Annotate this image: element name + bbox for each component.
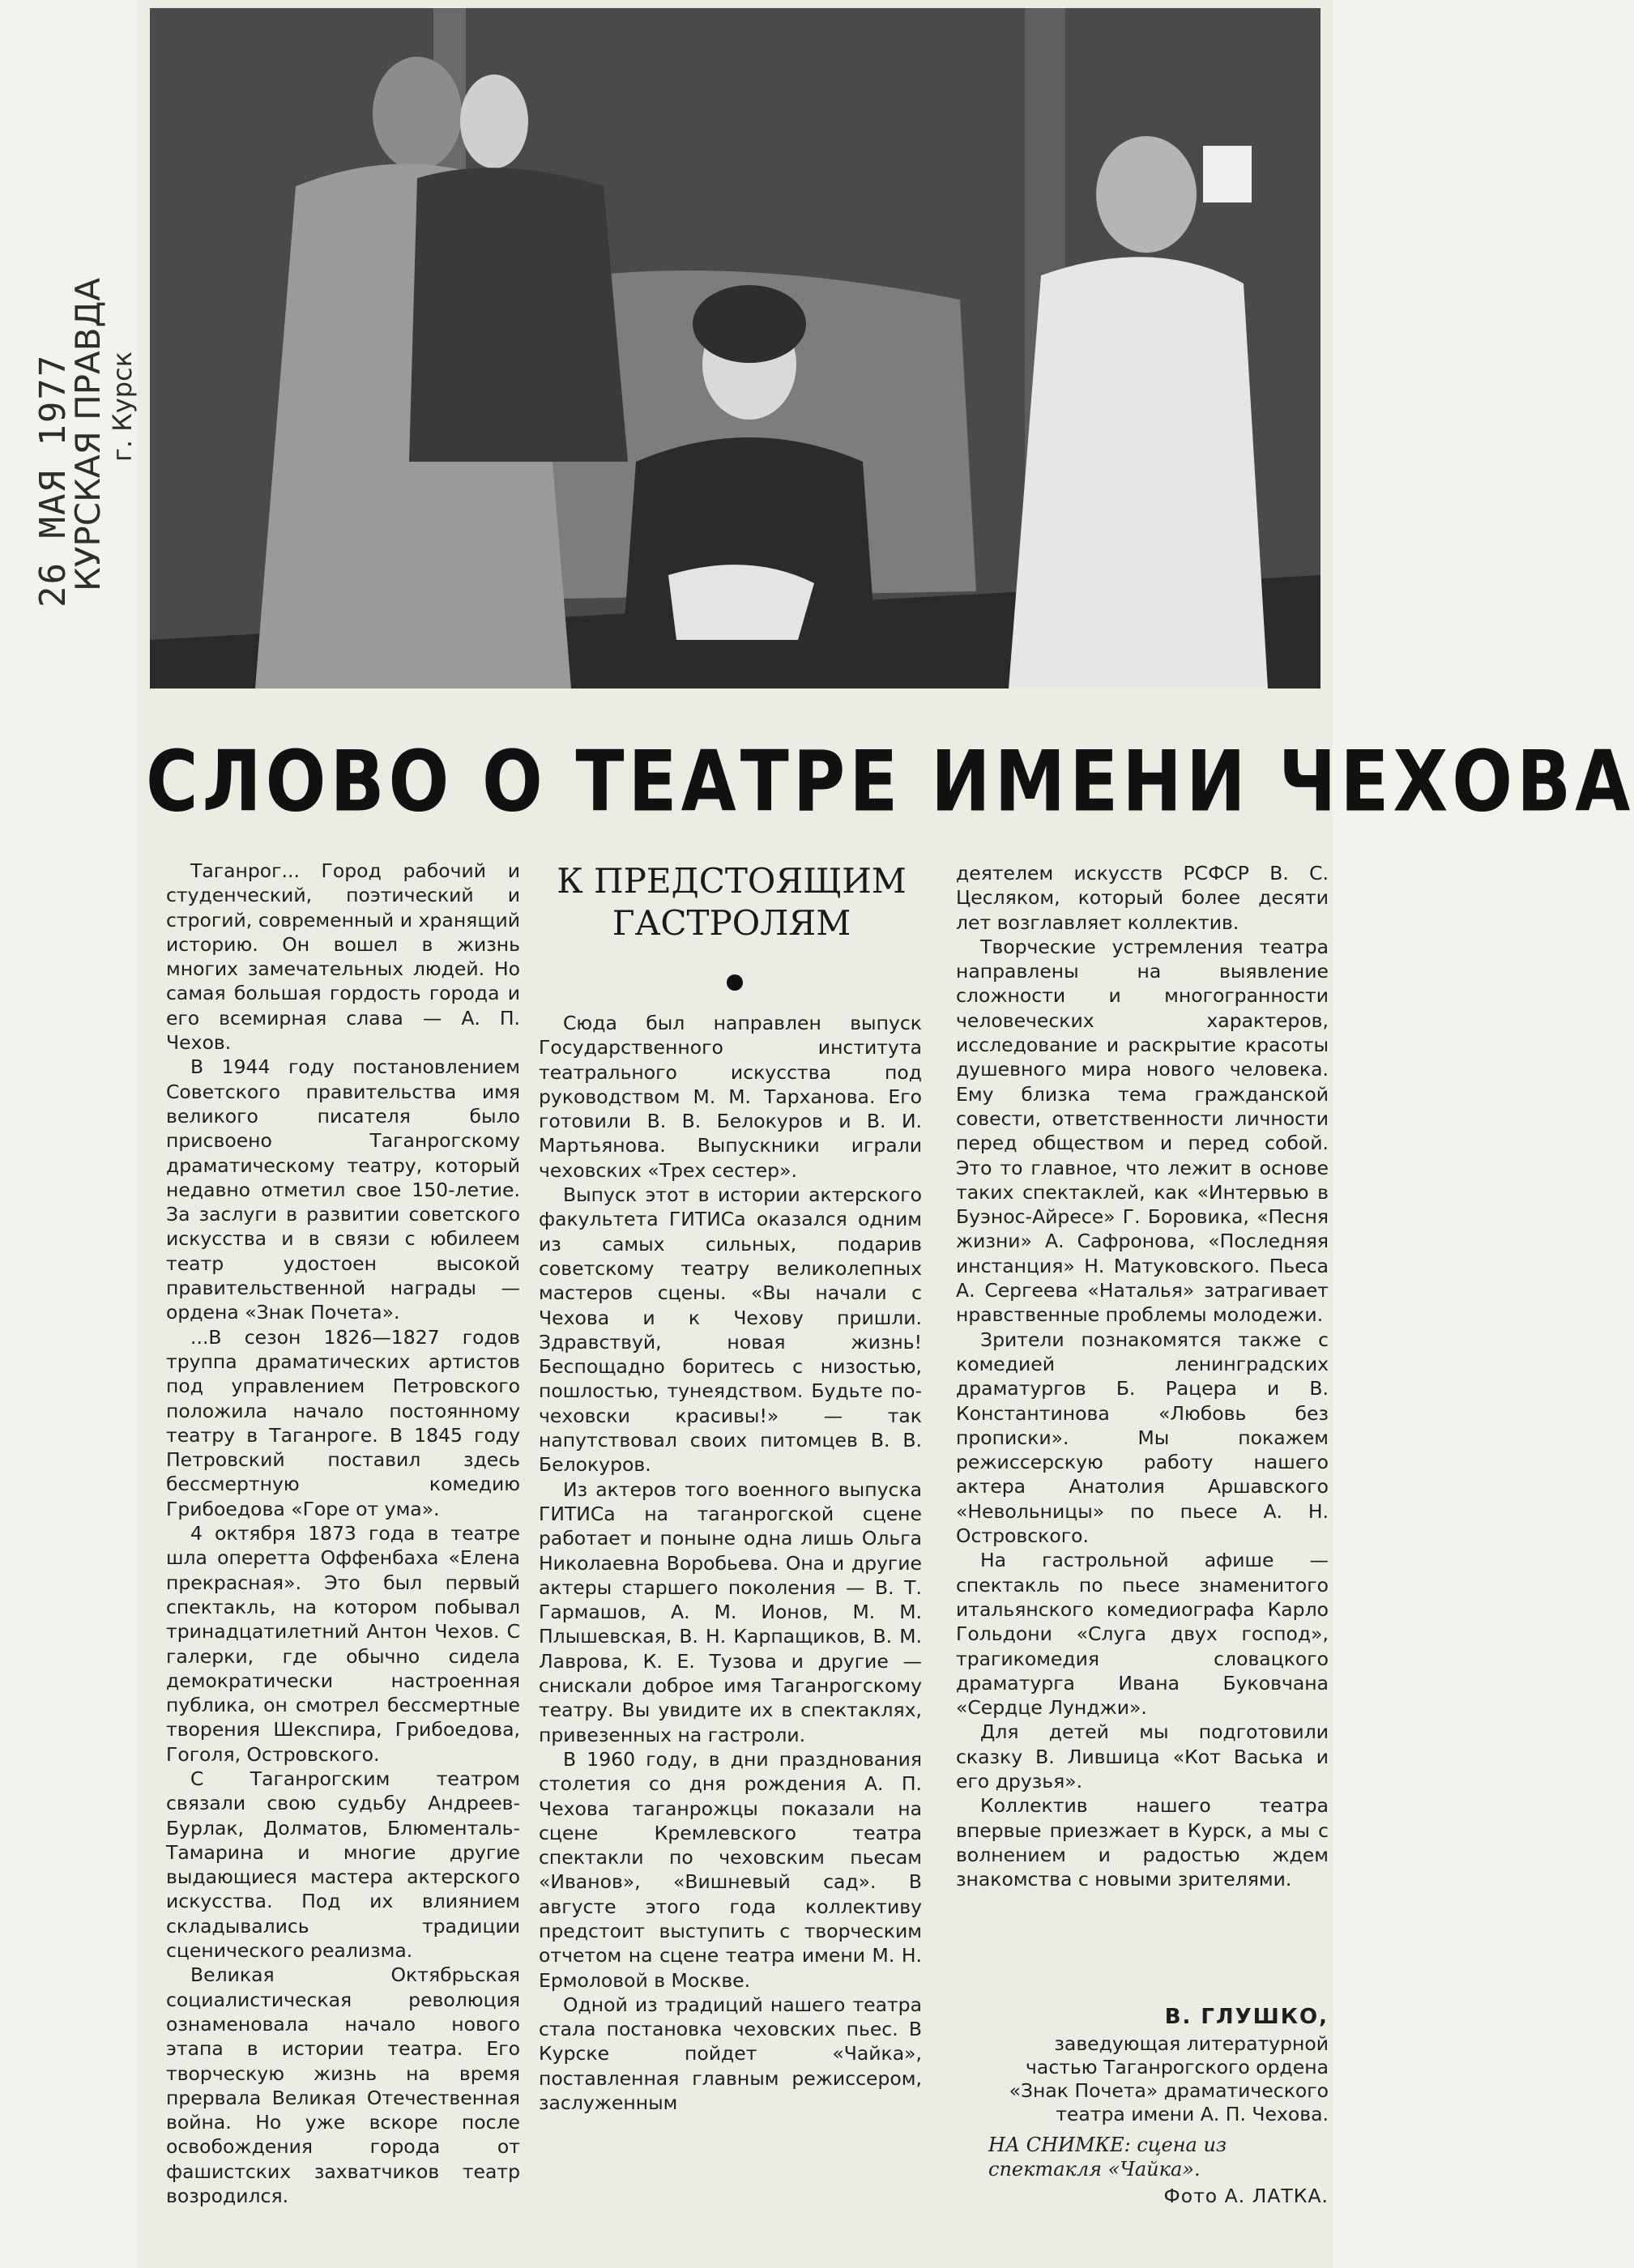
paragraph: Из актеров того военного выпуска ГИТИСа на таганрогской сцене работает и поныне одна лишь Ольга Николаевна Воробьева. Она и другие актеры старшего поколения — В. Т. Гармашов, А. М. Ионов, М. М. Плышевская, В. Н. Карпащиков, В. М. Лаврова, К. Е. Тузова и другие — снискали доброе имя Таганрогскому театру. Вы увидите их в спектаклях, привезенных на гастроли.	[539, 1477, 922, 1746]
article-column-1	[166, 859, 520, 2208]
article-column-2	[539, 1011, 922, 2115]
paragraph: Коллектив нашего театра впервые приезжает в Курск, а мы с волнением и радостью ждем знакомства с новыми зрителями.	[956, 1794, 1329, 1891]
photo-credit: Фото А. ЛАТКА.	[1163, 2185, 1329, 2207]
signature-block	[956, 2005, 1329, 2207]
stamp-newspaper: КУРСКАЯ ПРАВДА	[68, 277, 108, 591]
photo-caption: НА СНИМКЕ: сцена из спектакля «Чайка».	[988, 2134, 1227, 2181]
headline: СЛОВО О ТЕАТРЕ ИМЕНИ ЧЕХОВА	[146, 731, 1634, 831]
subheading	[541, 860, 922, 944]
paragraph: Таганрог... Город рабочий и студенческий, поэтический и строгий, современный и хранящий историю. Он вошел в жизнь многих замечательных людей. Но самая большая гордость города и его всемирная слава — А. П. Чехов.	[166, 859, 520, 1055]
subheading-line-2: ГАСТРОЛЯМ	[612, 903, 851, 943]
paragraph: Выпуск этот в истории актерского факультета ГИТИСа оказался одним из самых сильных, подарив советскому театру великолепных мастеров сцены. «Вы начали с Чехова и к Чехову пришли. Здравствуй, новая жизнь! Беспощадно боритесь с низостью, пошлостью, тунеядством. Будьте по-чеховски красивы!» — так напутствовал своих питомцев В. В. Белокуров.	[539, 1183, 922, 1477]
stamp-date: 26 МАЯ 1977	[32, 353, 74, 608]
stamp-city: г. Курск	[107, 351, 138, 462]
paragraph: ...В сезон 1826—1827 годов труппа драматических артистов под управлением Петровского положила начало постоянному театру в Таганроге. В 1845 году Петровский поставил здесь бессмертную комедию Грибоедова «Горе от ума».	[166, 1325, 520, 1520]
bullet-dot	[727, 974, 743, 991]
paragraph: На гастрольной афише — спектакль по пьесе знаменитого итальянского комедиографа Карло Гольдони «Слуга двух господ», трагикомедия словацкого драматурга Ивана Буковчана «Сердце Лунджи».	[956, 1549, 1329, 1720]
paragraph: В 1960 году, в дни празднования столетия со дня рождения А. П. Чехова таганрожцы показали на сцене Кремлевского театра спектакли по чеховским пьесам «Иванов», «Вишневый сад». В августе этого года коллективу предстоит выступить с творческим отчетом на сцене театра имени М. Н. Ермоловой в Москве.	[539, 1747, 922, 1992]
scene-illustration	[150, 8, 1320, 688]
article-column-3	[956, 861, 1329, 1891]
paragraph: Великая Октябрьская социалистическая революция ознаменовала начало нового этапа в истории театра. Его творческую жизнь на время прервала Великая Отечественная война. Но уже вскоре после освобождения города от фашистских захватчиков театр возродился.	[166, 1963, 520, 2208]
paragraph: В 1944 году постановлением Советского правительства имя великого писателя было присвоено Таганрогскому драматическому театру, который недавно отметил свое 150-летие. За заслуги в развитии советского искусства и в связи с юбилеем театр удостоен высокой правительственной награды — ордена «Знак Почета».	[166, 1055, 520, 1324]
subheading-line-1: К ПРЕДСТОЯЩИМ	[557, 861, 907, 901]
scene-photo	[150, 8, 1320, 688]
paragraph: Зрители познакомятся также с комедией ленинградских драматургов Б. Рацера и В. Константинова «Любовь без прописки». Мы покажем режиссерскую работу нашего актера Анатолия Аршавского «Невольницы» по пьесе А. Н. Островского.	[956, 1328, 1329, 1548]
paragraph-continued: деятелем искусств РСФСР В. С. Цесляком, который более десяти лет возглавляет коллектив.	[956, 862, 1329, 934]
paragraph: Сюда был направлен выпуск Государственного института театрального искусства под руководством М. М. Тарханова. Его готовили В. В. Белокуров и В. И. Мартьянова. Выпускники играли чеховских «Трех сестер».	[539, 1012, 922, 1182]
author-role: заведующая литературной частью Таганрогского ордена «Знак Почета» драматического театра имени А. П. Чехова.	[1009, 2032, 1329, 2125]
date-stamp	[32, 186, 138, 608]
paragraph: Одной из традиций нашего театра стала постановка чеховских пьес. В Курске пойдет «Чайка», поставленная главным режиссером, заслуженным	[539, 1993, 922, 2115]
paragraph: 4 октября 1873 года в театре шла оперетта Оффенбаха «Елена прекрасная». Это был первый спектакль, на котором побывал тринадцатилетний Антон Чехов. С галерки, где обычно сидела демократически настроенная публика, он смотрел бессмертные творения Шекспира, Грибоедова, Гоголя, Островского.	[166, 1522, 520, 1766]
author-name: В. ГЛУШКО,	[1164, 2005, 1329, 2029]
paragraph: С Таганрогским театром связали свою судьбу Андреев-Бурлак, Долматов, Блюменталь-Тамарина и многие другие выдающиеся мастера актерского искусства. Под их влиянием складывались традиции сценического реализма.	[166, 1767, 520, 1963]
paragraph: Для детей мы подготовили сказку В. Лившица «Кот Васька и его друзья».	[956, 1720, 1329, 1793]
paragraph: Творческие устремления театра направлены на выявление сложности и многогранности человеческих характеров, исследование и раскрытие красоты душевного мира нового человека. Ему близка тема гражданской совести, ответственности личности перед обществом и перед собой. Это то главное, что лежит в основе таких спектаклей, как «Интервью в Буэнос-Айресе» Г. Боровика, «Песня жизни» А. Сафронова, «Последняя инстанция» Н. Матуковского. Пьеса А. Сергеева «Наталья» затрагивает нравственные проблемы молодежи.	[956, 935, 1329, 1327]
